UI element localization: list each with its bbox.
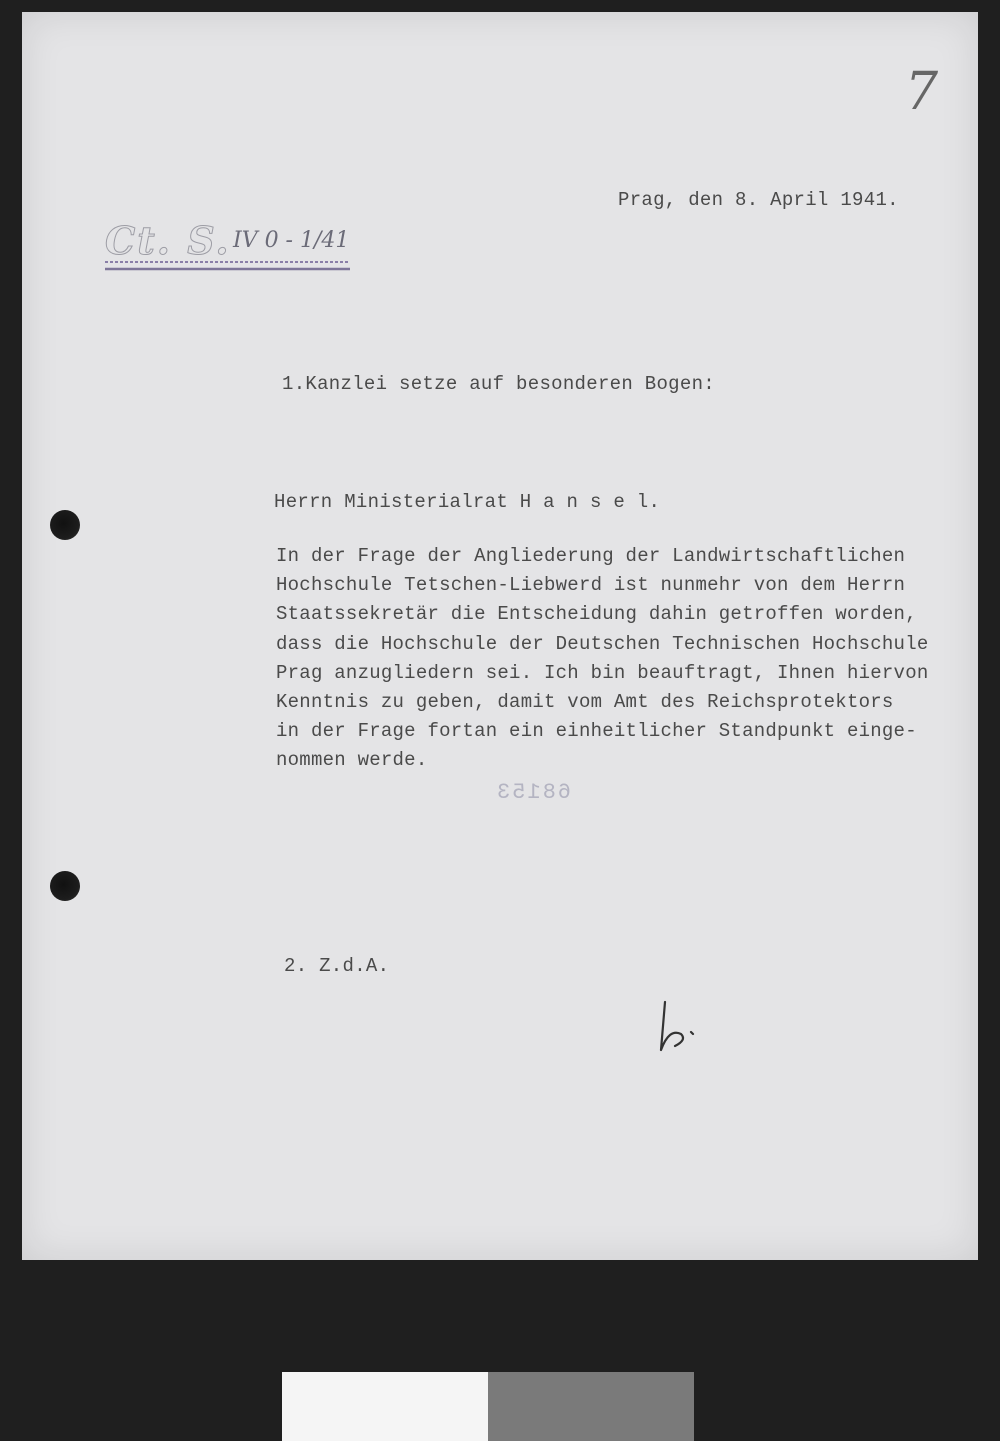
handwritten-paraph-icon: [655, 998, 715, 1058]
body-line: Staatssekretär die Entscheidung dahin getroffen worden,: [276, 603, 917, 626]
body-line: Kenntnis zu geben, damit vom Amt des Reichsprotektors: [276, 691, 894, 714]
body-line: nommen werde.: [276, 749, 428, 772]
scan-calibration-grey: [488, 1372, 694, 1441]
body-line: in der Frage fortan ein einheitlicher Standpunkt einge-: [276, 720, 917, 743]
reference-stamp: [105, 218, 350, 274]
stamp-underline: [105, 256, 350, 276]
body-line: In der Frage der Angliederung der Landwirtschaftlichen: [276, 545, 906, 567]
faint-mirrored-stamp: 68153: [495, 780, 572, 805]
scan-calibration-white: [282, 1372, 488, 1441]
addressee: Herrn Ministerialrat H a n s e l.: [274, 491, 661, 513]
reference-number: IV 0 - 1/41: [233, 228, 350, 253]
letter-body: [276, 542, 929, 776]
body-line: dass die Hochschule der Deutschen Technischen Hochschule: [276, 632, 929, 655]
punch-hole: [50, 510, 80, 540]
body-line: Prag anzugliedern sei. Ich bin beauftragt, Ihnen hiervon: [276, 661, 929, 684]
body-line: Hochschule Tetschen-Liebwerd ist nunmehr von dem Herrn: [276, 574, 906, 597]
place-date: Prag, den 8. April 1941.: [618, 189, 899, 211]
item-2-instruction: 2. Z.d.A.: [284, 955, 390, 977]
reference-prefix: Ct. S.: [105, 218, 231, 263]
punch-hole: [50, 871, 80, 901]
item-1-instruction: 1.Kanzlei setze auf besonderen Bogen:: [282, 373, 715, 395]
page-number: 7: [905, 62, 939, 122]
